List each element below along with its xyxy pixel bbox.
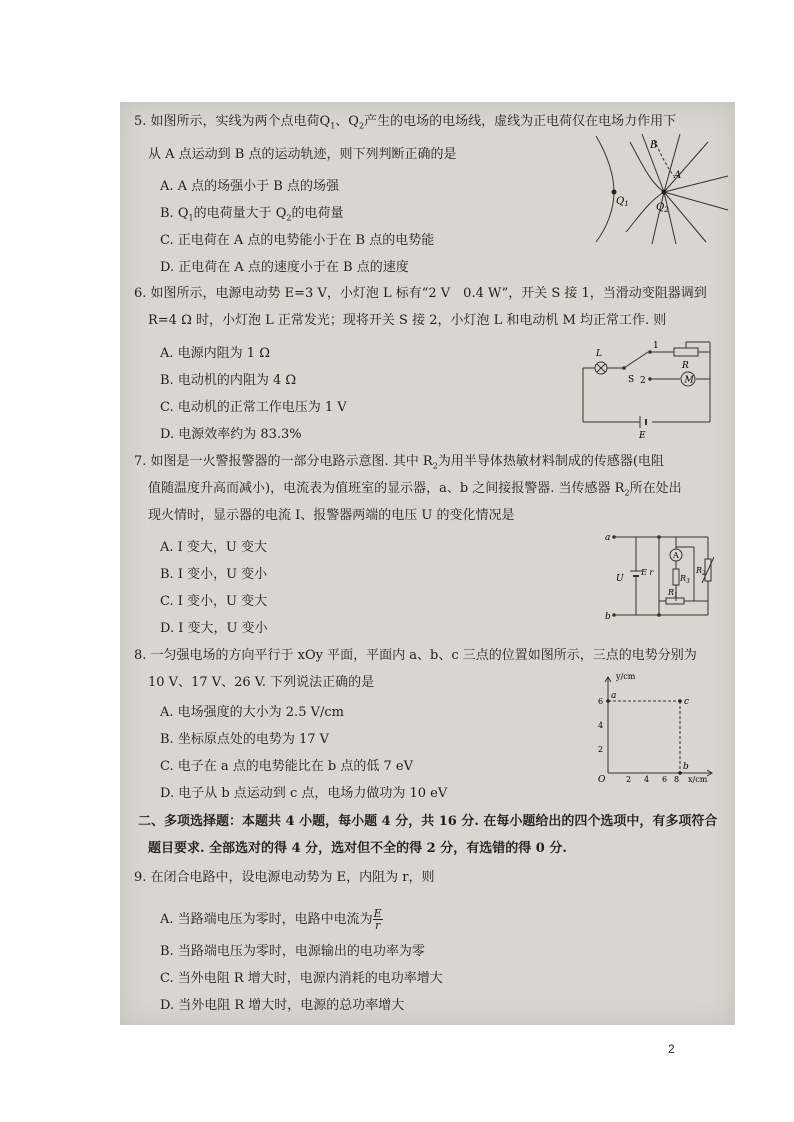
- q7-option-c: C. I 变小，U 变大: [160, 594, 268, 609]
- q5-charge-q2: [662, 190, 667, 195]
- q8-point-a: [606, 699, 610, 703]
- q5-label-q2: $Q_2$: [656, 202, 669, 214]
- q8-y-tick: 4: [598, 721, 604, 730]
- q9-fraction: $\frac{E}{r}$: [373, 907, 382, 932]
- q8-option-b: B. 坐标原点处的电势为 17 V: [160, 732, 330, 747]
- q5-charge-q1: [612, 190, 617, 195]
- q9-option-a: A. 当路端电压为零时，电路中电流为 $\frac{E}{r}$: [160, 907, 382, 932]
- q8-option-a: A. 电场强度的大小为 2.5 V/cm: [160, 705, 344, 720]
- q9-stem: 9. 在闭合电路中，设电源电动势为 E，内阻为 r，则: [134, 870, 435, 885]
- q5-label-q1: $Q_1$: [616, 196, 629, 208]
- q5-label-a: A: [674, 170, 682, 181]
- section2-instructions-line1: 二、多项选择题：本题共 4 小题，每小题 4 分，共 16 分. 在每小题给出的四个选项中，有多项符合: [138, 814, 718, 829]
- q6-label-lamp: L: [596, 349, 602, 359]
- q9-option-c: C. 当外电阻 R 增大时，电源内消耗的电功率增大: [160, 971, 443, 986]
- q6-option-a: A. 电源内阻为 1 Ω: [160, 346, 270, 361]
- q8-option-d: D. 电子从 b 点运动到 c 点，电场力做功为 10 eV: [160, 786, 448, 801]
- section2-instructions-line2: 题目要求. 全部选对的得 4 分，选对但不全的得 2 分，有选错的得 0 分.: [148, 841, 567, 856]
- q6-stem-line1: 6. 如图所示，电源电动势 E=3 V，小灯泡 L 标有“2 V 0.4 W”，开关 S 接 1，当滑动变阻器调到: [134, 286, 707, 301]
- q5-stem-line2: 从 A 点运动到 B 点的运动轨迹，则下列判断正确的是: [148, 147, 457, 162]
- page-number: 2: [668, 1042, 675, 1056]
- q7-label-r3: $R_3$: [680, 574, 690, 585]
- q5-option-d: D. 正电荷在 A 点的速度小于在 B 点的速度: [160, 260, 409, 275]
- q7-label-r2: $R_2$: [696, 566, 706, 577]
- q5-stem-line1: 5. 如图所示，实线为两个点电荷$Q_1$、$Q_2$产生的电场的电场线，虚线为正电荷仅在电场力作用下: [134, 114, 677, 131]
- q8-x-tick: 4: [644, 775, 650, 784]
- q8-stem-line2: 10 V、17 V、26 V. 下列说法正确的是: [148, 675, 375, 690]
- q8-x-tick: 2: [626, 775, 632, 784]
- svg-text:M: M: [684, 375, 694, 386]
- q8-x-label: x/cm: [688, 775, 708, 784]
- q5-option-b: B. $Q_1$的电荷量大于 $Q_2$的电荷量: [160, 206, 344, 223]
- q6-label-rheostat: R: [682, 361, 689, 371]
- q8-stem-line1: 8. 一匀强电场的方向平行于 xOy 平面，平面内 a、b、c 三点的位置如图所示，三点的电势分别为: [134, 648, 697, 663]
- q9-option-d: D. 当外电阻 R 增大时，电源的总功率增大: [160, 998, 405, 1013]
- q6-option-c: C. 电动机的正常工作电压为 1 V: [160, 400, 347, 415]
- q7-option-d: D. I 变大，U 变小: [160, 621, 268, 636]
- q6-option-d: D. 电源效率约为 83.3%: [160, 427, 302, 442]
- q8-origin-label: O: [598, 775, 606, 785]
- q8-label-b: b: [683, 762, 689, 772]
- q7-label-b: b: [605, 612, 611, 622]
- q6-option-b: B. 电动机的内阻为 4 Ω: [160, 373, 297, 388]
- scanned-page: [120, 102, 735, 1025]
- q8-point-c: [678, 699, 682, 703]
- q5-option-a: A. A 点的场强小于 B 点的场强: [160, 179, 339, 194]
- q8-label-a: a: [611, 691, 617, 701]
- q8-x-tick: 6: [662, 775, 668, 784]
- q8-point-b: [678, 771, 682, 775]
- q6-label-pos1: 1: [653, 341, 659, 351]
- q9-option-b: B. 当路端电压为零时，电源输出的电功率为零: [160, 944, 425, 959]
- q5-label-b: B: [650, 140, 658, 151]
- svg-text:A: A: [673, 551, 679, 560]
- q7-label-source: E r: [641, 568, 654, 577]
- q6-circuit-figure: [580, 338, 720, 440]
- q8-y-tick: 2: [598, 745, 604, 754]
- q7-label-r1: $R_1$: [668, 588, 678, 599]
- q6-label-source: E: [639, 431, 646, 440]
- q5-option-c: C. 正电荷在 A 点的电势能小于在 B 点的电势能: [160, 233, 435, 248]
- q6-label-pos2: 2: [640, 376, 646, 386]
- q7-circuit-figure: [604, 529, 714, 623]
- q5-field-lines-figure: [582, 134, 730, 244]
- q8-coordinate-figure: [586, 669, 726, 785]
- q7-label-u: U: [616, 574, 624, 584]
- q7-label-a: a: [605, 533, 611, 543]
- q8-y-label: y/cm: [616, 672, 636, 681]
- q6-stem-line2: R=4 Ω 时，小灯泡 L 正常发光；现将开关 S 接 2，小灯泡 L 和电动机 M 均正常工作. 则: [148, 313, 667, 328]
- q8-label-c: c: [684, 697, 690, 707]
- q7-stem-line2: 值随温度升高而减小)，电流表为值班室的显示器，a、b 之间接报警器. 当传感器 $R_2$所在处出: [148, 481, 682, 498]
- q8-y-tick: 6: [598, 697, 604, 706]
- q8-x-tick: 8: [674, 775, 680, 784]
- q6-label-switch: S: [628, 375, 635, 385]
- q7-option-a: A. I 变大，U 变大: [160, 540, 268, 555]
- q7-stem-line3: 现火情时，显示器的电流 I、报警器两端的电压 U 的变化情况是: [148, 508, 515, 523]
- q7-stem-line1: 7. 如图是一火警报警器的一部分电路示意图. 其中 $R_2$为用半导体热敏材料制成的传感器(电阻: [134, 454, 664, 471]
- q7-option-b: B. I 变小，U 变小: [160, 567, 268, 582]
- q8-option-c: C. 电子在 a 点的电势能比在 b 点的低 7 eV: [160, 759, 413, 774]
